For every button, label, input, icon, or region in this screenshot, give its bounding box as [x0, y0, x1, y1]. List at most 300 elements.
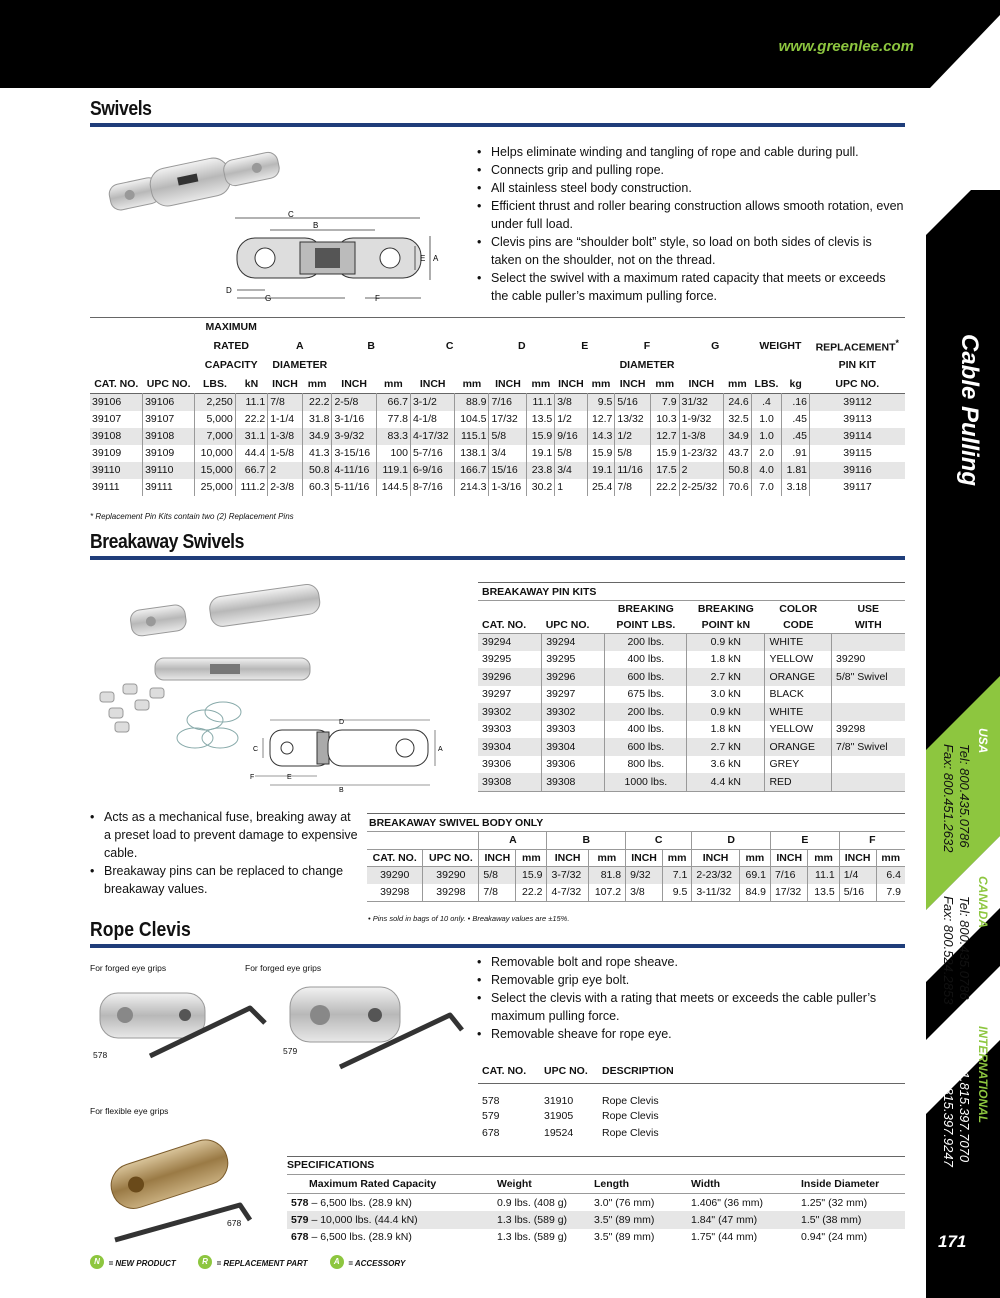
spec-id: 0.94" (24 mm) — [801, 1231, 868, 1244]
table-cell — [832, 756, 905, 774]
pin-kits-table — [478, 601, 905, 791]
pin-kits-col-header: COLOR — [779, 603, 818, 615]
spec-weight: 1.3 lbs. (589 g) — [497, 1213, 568, 1226]
ba-label-d: D — [339, 719, 345, 726]
table-row — [90, 462, 905, 479]
table-cell: 11.1 — [808, 866, 839, 884]
th-g: G — [711, 340, 720, 352]
table-cell: 138.1 — [455, 445, 489, 462]
body-only-col-header: INCH — [692, 849, 739, 866]
swivels-col-header: LBS. — [754, 377, 779, 390]
th-e: E — [581, 340, 589, 352]
table-cell: 83.3 — [376, 428, 410, 445]
table-cell: 31.8 — [302, 411, 332, 428]
table-cell: 15.9 — [587, 445, 615, 462]
body-only-col-header: UPC NO. — [423, 849, 479, 866]
spec-capacity: – 6,500 lbs. (28.9 kN) — [308, 1196, 412, 1209]
table-cell: 88.9 — [455, 394, 489, 411]
table-cell: 39290 — [380, 869, 410, 881]
spec-weight: 0.9 lbs. (408 g) — [497, 1196, 568, 1209]
swivels-col-header: mm — [307, 377, 327, 390]
th-pin-kit: PIN KIT — [838, 359, 876, 371]
body-only-col-header: INCH — [626, 849, 663, 866]
table-cell: 675 lbs. — [605, 686, 687, 704]
table-cell: 39111 — [143, 479, 195, 496]
table-row — [478, 651, 905, 669]
table-cell: 39109 — [92, 447, 122, 459]
swivels-col-header: UPC NO. — [146, 377, 191, 390]
label-678: 678 — [227, 1218, 242, 1228]
table-cell: 41.3 — [302, 445, 332, 462]
diagram-label-g: G — [265, 294, 272, 303]
new-product-text: = NEW PRODUCT — [108, 1259, 176, 1268]
table-cell: 39304 — [482, 740, 512, 753]
table-cell: 115.1 — [455, 428, 489, 445]
swivels-col-header: mm — [384, 377, 403, 390]
table-cell: 66.7 — [235, 462, 267, 479]
swivel-dimension-diagram — [225, 208, 460, 308]
th-inside-diameter: Inside Diameter — [801, 1178, 880, 1190]
table-cell: 200 lbs. — [605, 703, 687, 721]
swivels-bullet: • Connects grip and pulling rope. — [475, 161, 905, 179]
th-upc: UPC NO. — [544, 1064, 588, 1077]
swivels-col-header: INCH — [272, 377, 298, 390]
table-cell: 39294 — [482, 636, 512, 648]
table-cell: 60.3 — [302, 479, 332, 496]
table-cell: 39117 — [810, 479, 906, 496]
table-cell: 104.5 — [455, 411, 489, 428]
table-cell: 6-9/16 — [410, 462, 454, 479]
table-row — [478, 756, 905, 774]
table-cell: 11.1 — [527, 394, 555, 411]
table-cell: 11/16 — [615, 462, 650, 479]
table-cell: 7.9 — [650, 394, 679, 411]
table-cell: 11.1 — [235, 394, 267, 411]
table-cell — [832, 773, 905, 791]
th-length: Length — [594, 1178, 629, 1190]
table-cell: 600 lbs. — [605, 738, 687, 756]
table-cell: 578 — [482, 1095, 500, 1107]
table-cell: 17.5 — [650, 462, 679, 479]
table-cell: 43.7 — [723, 445, 751, 462]
intl-tel: Tel: +1.815.397.7070 — [957, 1040, 972, 1163]
table-cell: 10,000 — [195, 445, 236, 462]
table-cell: 2 — [268, 462, 303, 479]
accessory-badge: A — [330, 1255, 344, 1269]
swivels-col-header: kN — [244, 377, 259, 390]
pin-kits-title: BREAKAWAY PIN KITS — [478, 583, 905, 601]
body-only-dim-header: D — [692, 832, 771, 849]
table-cell: 1.0 — [751, 428, 781, 445]
table-row — [367, 866, 905, 884]
table-cell: 31905 — [544, 1109, 574, 1122]
table-row — [478, 738, 905, 756]
diagram-label-b: B — [313, 221, 319, 230]
swivels-bullet: • Clevis pins are “shoulder bolt” style, so load on both sides of clevis is taken on the shoulder, not on the thread. — [475, 233, 905, 269]
canada-tel: Tel: 800.435.0786 — [957, 896, 972, 1000]
table-cell: 39106 — [90, 394, 143, 411]
breakaway-feature-list — [88, 808, 358, 898]
body-only-dim-header: E — [770, 832, 839, 849]
table-cell: 39115 — [810, 445, 906, 462]
table-cell: 7.9 — [876, 884, 905, 902]
swivels-col-header: mm — [591, 377, 611, 390]
swivels-col-header: UPC NO. — [835, 377, 880, 390]
swivels-bullet: • Efficient thrust and roller bearing construction allows smooth rotation, even under full load. — [475, 197, 905, 233]
swivels-col-header: CAT. NO. — [94, 377, 139, 390]
table-cell: 9/32 — [626, 866, 663, 884]
table-cell: 111.2 — [235, 479, 267, 496]
table-cell: 81.8 — [588, 866, 625, 884]
table-cell: 1-3/8 — [268, 428, 303, 445]
table-cell: 39302 — [482, 705, 512, 718]
table-cell: 3/4 — [555, 462, 587, 479]
specs-panel — [287, 1156, 905, 1246]
table-cell: 13/32 — [615, 411, 650, 428]
table-cell: 4-11/16 — [332, 462, 376, 479]
table-cell: 1.8 kN — [687, 721, 765, 739]
table-cell: 6.4 — [876, 866, 905, 884]
th-c: C — [445, 340, 454, 352]
clevis-bullet: • Removable grip eye bolt. — [475, 971, 905, 989]
pin-kits-col-header: CAT. NO. — [482, 618, 527, 631]
table-cell: 10.3 — [650, 411, 679, 428]
table-cell: 19.1 — [587, 462, 615, 479]
table-cell: 7/8" Swivel — [832, 738, 905, 756]
clevis-bullet: • Select the clevis with a rating that meets or exceeds the cable puller’s maximum pulling force. — [475, 989, 905, 1025]
table-cell: 39297 — [482, 688, 512, 701]
body-only-header-row — [367, 849, 905, 866]
table-cell: 22.2 — [516, 884, 547, 902]
table-cell: WHITE — [765, 633, 832, 651]
table-cell: 39108 — [90, 428, 143, 445]
swivels-col-header: INCH — [495, 377, 521, 390]
rope-clevis-rule — [90, 944, 905, 948]
table-row — [478, 703, 905, 721]
swivels-heading: Swivels — [90, 97, 905, 127]
pin-kits-col-header: POINT LBS. — [616, 618, 676, 631]
rope-clevis-feature-list — [475, 953, 905, 1043]
table-cell: 1/4 — [839, 866, 876, 884]
spec-capacity-cell — [287, 1211, 487, 1229]
swivels-bullet: • All stainless steel body construction. — [475, 179, 905, 197]
swivels-col-header: INCH — [558, 377, 584, 390]
spec-width: 1.75" (44 mm) — [691, 1231, 758, 1244]
pin-kits-header-row — [478, 601, 905, 617]
table-cell: 13.5 — [808, 884, 839, 902]
table-cell: 22.2 — [302, 394, 332, 411]
table-cell: 39113 — [810, 411, 906, 428]
table-cell: 17/32 — [770, 884, 807, 902]
table-row — [287, 1194, 905, 1212]
website-url[interactable]: www.greenlee.com — [778, 38, 914, 55]
table-cell: 39110 — [90, 462, 143, 479]
spec-length: 3.5" (89 mm) — [594, 1213, 655, 1226]
table-cell: 25.4 — [587, 479, 615, 496]
table-cell: 1-5/8 — [268, 445, 303, 462]
th-desc: DESCRIPTION — [602, 1064, 674, 1077]
table-cell: 2,250 — [195, 394, 236, 411]
table-cell — [832, 633, 905, 651]
body-only-dim-header: B — [547, 832, 626, 849]
table-cell: 7/8 — [615, 479, 650, 496]
table-cell: 7.1 — [662, 866, 691, 884]
th-f-diameter: DIAMETER — [619, 359, 675, 371]
swivels-col-header: INCH — [419, 377, 446, 390]
pin-kits-col-header: BREAKING — [617, 603, 674, 615]
spec-model: 578 — [291, 1196, 309, 1209]
table-cell: 5,000 — [195, 411, 236, 428]
table-cell: 1.8 kN — [687, 651, 765, 669]
table-cell: 77.8 — [376, 411, 410, 428]
table-cell: 39108 — [143, 428, 195, 445]
table-row — [478, 686, 905, 704]
table-cell: ORANGE — [765, 668, 832, 686]
rope-clevis-table — [478, 1059, 905, 1142]
table-cell: 39308 — [542, 773, 605, 791]
clevis-678-photo — [90, 1120, 260, 1250]
table-cell: 50.8 — [302, 462, 332, 479]
table-row — [90, 428, 905, 445]
swivels-col-header: INCH — [688, 377, 715, 390]
table-cell: 17/32 — [489, 411, 527, 428]
table-cell: 24.6 — [723, 394, 751, 411]
clevis-579-photo — [280, 975, 470, 1075]
table-cell: 32.5 — [723, 411, 751, 428]
table-cell: 2 — [679, 462, 723, 479]
page-number: 171 — [938, 1232, 967, 1251]
th-weight: WEIGHT — [759, 340, 802, 352]
table-cell: RED — [765, 773, 832, 791]
table-cell: 1-23/32 — [679, 445, 723, 462]
table-cell: 4-1/8 — [410, 411, 454, 428]
body-only-col-header: mm — [739, 849, 770, 866]
table-cell: 44.4 — [235, 445, 267, 462]
table-cell: 39111 — [92, 481, 120, 493]
swivels-col-header: mm — [655, 377, 675, 390]
body-only-col-header: INCH — [770, 849, 807, 866]
table-cell: 39114 — [810, 428, 906, 445]
spec-capacity: – 10,000 lbs. (44.4 kN) — [308, 1213, 418, 1226]
table-cell: 31/32 — [679, 394, 723, 411]
ba-label-b: B — [339, 787, 344, 794]
swivels-col-header: mm — [462, 377, 482, 390]
new-product-badge: N — [90, 1255, 104, 1269]
table-cell: 1000 lbs. — [605, 773, 687, 791]
swivels-bullet: • Helps eliminate winding and tangling of rope and cable during pull. — [475, 143, 905, 161]
table-cell: 50.8 — [723, 462, 751, 479]
body-only-col-header: CAT. NO. — [372, 851, 417, 864]
intl-label: INTERNATIONAL — [976, 1026, 990, 1124]
table-cell: 5/16 — [615, 394, 650, 411]
table-cell: 3-1/16 — [332, 411, 376, 428]
table-cell: 8-7/16 — [410, 479, 454, 496]
swivels-col-header: mm — [728, 377, 747, 390]
table-cell: 39107 — [143, 411, 195, 428]
body-only-header-row — [367, 832, 905, 849]
table-cell: 2.7 kN — [687, 738, 765, 756]
diagram-label-f: F — [375, 294, 380, 303]
ba-label-a: A — [438, 746, 443, 753]
table-cell: 39303 — [482, 723, 512, 736]
table-cell: 39306 — [542, 756, 605, 774]
table-cell: 2.7 kN — [687, 668, 765, 686]
breakaway-photo-diagram — [95, 580, 455, 795]
diagram-label-c: C — [288, 210, 294, 219]
pin-kits-col-header — [542, 601, 605, 617]
table-cell: 1-9/32 — [679, 411, 723, 428]
canada-label: CANADA — [976, 876, 990, 928]
table-cell: 4.4 kN — [687, 773, 765, 791]
body-only-col-header: mm — [662, 849, 691, 866]
table-cell: 3.0 kN — [687, 686, 765, 704]
th-f: F — [643, 340, 651, 352]
table-cell: 7/8 — [268, 394, 303, 411]
table-cell: 1 — [555, 479, 587, 496]
table-cell: 0.9 kN — [687, 633, 765, 651]
table-cell: Rope Clevis — [602, 1109, 659, 1122]
legend — [90, 1253, 405, 1271]
table-cell: 5/8 — [615, 445, 650, 462]
label-578: 578 — [93, 1050, 108, 1060]
table-cell: 39116 — [810, 462, 906, 479]
pin-kits-col-header: WITH — [854, 618, 882, 631]
table-cell: 579 — [482, 1109, 500, 1122]
table-cell: 13.5 — [527, 411, 555, 428]
body-only-col-header: mm — [516, 849, 547, 866]
table-cell: 15/16 — [489, 462, 527, 479]
body-only-col-header: mm — [588, 849, 625, 866]
pin-kits-col-header — [478, 601, 542, 617]
table-cell: 15.9 — [527, 428, 555, 445]
table-cell: 7,000 — [195, 428, 236, 445]
table-cell: 0.9 kN — [687, 703, 765, 721]
swivels-spec-table — [90, 317, 905, 496]
table-row — [478, 633, 905, 651]
table-cell: 3-7/32 — [547, 866, 588, 884]
table-cell: 39109 — [143, 445, 195, 462]
th-d: D — [518, 340, 526, 352]
table-cell: 2-25/32 — [679, 479, 723, 496]
body-only-col-header: mm — [876, 849, 905, 866]
table-cell: 100 — [376, 445, 410, 462]
table-cell: 1-3/16 — [489, 479, 527, 496]
table-cell: 5-7/16 — [410, 445, 454, 462]
breakaway-heading: Breakaway Swivels — [90, 530, 905, 560]
table-cell: 39297 — [542, 686, 605, 704]
usa-fax: Fax: 800.451.2632 — [941, 744, 956, 853]
table-cell — [832, 686, 905, 704]
table-row — [478, 721, 905, 739]
sidebar-section-title: Cable Pulling — [956, 334, 983, 487]
table-row — [367, 884, 905, 902]
table-cell: 31.1 — [235, 428, 267, 445]
table-cell: 800 lbs. — [605, 756, 687, 774]
table-cell: 39304 — [542, 738, 605, 756]
table-cell: 3.18 — [782, 479, 810, 496]
th-weight: Weight — [497, 1178, 532, 1190]
table-cell: 9/16 — [555, 428, 587, 445]
table-cell: 5/8" Swivel — [832, 668, 905, 686]
spec-width: 1.84" (47 mm) — [691, 1213, 758, 1226]
spec-model: 678 — [291, 1231, 309, 1244]
table-cell: 214.3 — [455, 479, 489, 496]
table-cell: 678 — [482, 1127, 500, 1140]
table-row — [90, 479, 905, 496]
table-row — [287, 1211, 905, 1229]
table-cell: 400 lbs. — [605, 721, 687, 739]
table-cell: YELLOW — [765, 721, 832, 739]
swivels-col-header: INCH — [619, 377, 646, 390]
table-cell: 23.8 — [527, 462, 555, 479]
pin-kits-panel — [478, 582, 905, 792]
body-only-col-header: INCH — [839, 849, 876, 866]
swivels-bullet: • Select the swivel with a maximum rated capacity that meets or exceeds the cable puller’s maximum pulling force. — [475, 269, 905, 305]
table-cell: 1/2 — [615, 428, 650, 445]
spec-capacity: – 6,500 lbs. (28.9 kN) — [308, 1231, 412, 1244]
pin-kits-col-header: CODE — [783, 618, 814, 631]
table-cell: 34.9 — [723, 428, 751, 445]
diagram-label-a: A — [433, 254, 439, 263]
table-cell: 39308 — [482, 775, 512, 788]
pin-kits-col-header: POINT kN — [701, 618, 751, 631]
th-b: B — [367, 340, 375, 352]
accessory-text: = ACCESSORY — [348, 1259, 406, 1268]
table-cell: 3-15/16 — [332, 445, 376, 462]
ba-label-e: E — [287, 774, 292, 781]
table-cell: 144.5 — [376, 479, 410, 496]
table-cell: WHITE — [765, 703, 832, 721]
spec-id: 1.25" (32 mm) — [801, 1196, 868, 1209]
swivels-footnote: * Replacement Pin Kits contain two (2) Replacement Pins — [90, 512, 294, 521]
th-rep-text: REPLACEMENT — [815, 341, 896, 354]
body-only-col-header: mm — [808, 849, 839, 866]
swivels-col-header: LBS. — [203, 377, 227, 390]
body-only-table — [367, 832, 905, 901]
table-cell: Rope Clevis — [602, 1095, 659, 1107]
table-cell: ORANGE — [765, 738, 832, 756]
table-cell: 7/8 — [479, 884, 516, 902]
ba-label-c: C — [253, 746, 259, 753]
canada-fax: Fax: 800.524.2853 — [941, 896, 956, 1005]
specs-table — [287, 1174, 905, 1246]
table-cell: 5/8 — [555, 445, 587, 462]
table-cell: 3-1/2 — [410, 394, 454, 411]
table-cell: BLACK — [765, 686, 832, 704]
table-cell: 14.3 — [587, 428, 615, 445]
table-cell: 25,000 — [195, 479, 236, 496]
table-cell: 1.0 — [751, 411, 781, 428]
table-cell: 70.6 — [723, 479, 751, 496]
table-cell: 4-7/32 — [547, 884, 588, 902]
table-row — [478, 1125, 905, 1143]
table-row — [90, 411, 905, 428]
body-only-dim-header: A — [479, 832, 547, 849]
table-cell: 3/4 — [489, 445, 527, 462]
table-cell: 4-17/32 — [410, 428, 454, 445]
table-cell: 3-9/32 — [332, 428, 376, 445]
table-cell: 3/8 — [626, 884, 663, 902]
table-cell: 166.7 — [455, 462, 489, 479]
swivels-col-header: INCH — [341, 377, 367, 390]
table-cell: .91 — [782, 445, 810, 462]
table-cell: 34.9 — [302, 428, 332, 445]
table-cell: 1-3/8 — [679, 428, 723, 445]
table-cell: 39296 — [482, 670, 512, 683]
replacement-part-text: = REPLACEMENT PART — [216, 1259, 308, 1268]
table-cell: 39290 — [832, 651, 905, 669]
caption-forged-578: For forged eye grips — [90, 963, 167, 973]
